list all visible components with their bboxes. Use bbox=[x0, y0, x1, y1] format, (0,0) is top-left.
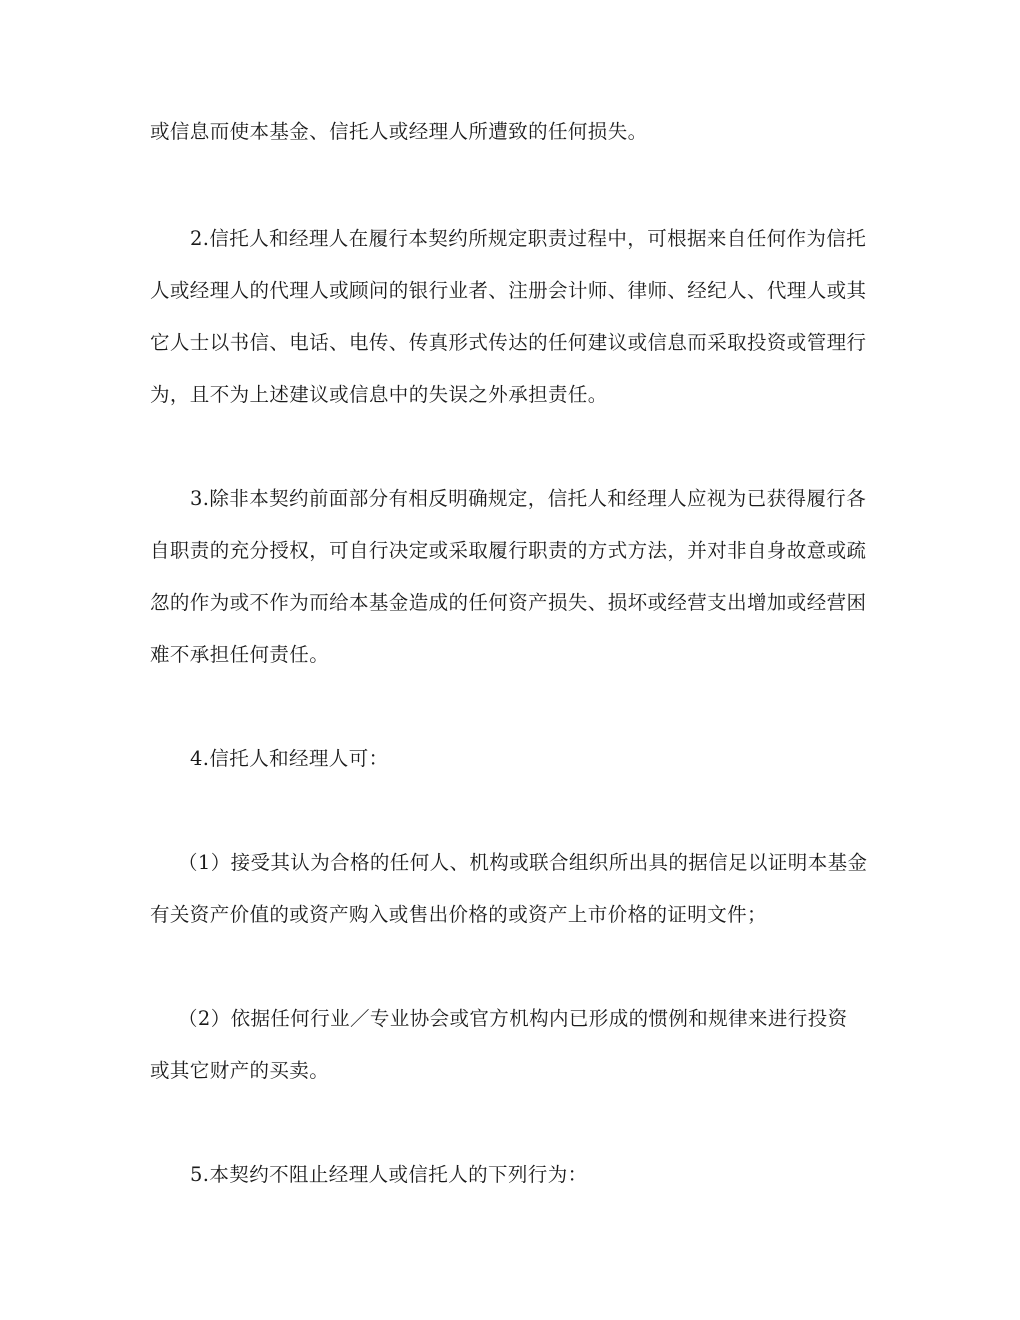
paragraph-4-line-1: 4.信托人和经理人可： bbox=[190, 747, 389, 770]
paragraph-3-line-3: 忽的作为或不作为而给本基金造成的任何资产损失、损坏或经营支出增加或经营困 bbox=[150, 591, 867, 614]
paragraph-1-line-1: 或信息而使本基金、信托人或经理人所遭致的任何损失。 bbox=[150, 120, 648, 143]
paragraph-3-line-1: 3.除非本契约前面部分有相反明确规定，信托人和经理人应视为已获得履行各 bbox=[190, 487, 867, 510]
item-1-line-2: 有关资产价值的或资产购入或售出价格的或资产上市价格的证明文件； bbox=[150, 903, 767, 926]
item-2-line-2: 或其它财产的买卖。 bbox=[150, 1059, 330, 1082]
item-2-line-1: （2）依据任何行业／专业协会或官方机构内已形成的惯例和规律来进行投资 bbox=[178, 1007, 848, 1030]
item-1-line-1: （1）接受其认为合格的任何人、机构或联合组织所出具的据信足以证明本基金 bbox=[178, 851, 868, 874]
paragraph-3-line-4: 难不承担任何责任。 bbox=[150, 643, 330, 666]
paragraph-5-line-1: 5.本契约不阻止经理人或信托人的下列行为： bbox=[190, 1163, 588, 1186]
paragraph-2-line-4: 为，且不为上述建议或信息中的失误之外承担责任。 bbox=[150, 383, 608, 406]
paragraph-3-line-2: 自职责的充分授权，可自行决定或采取履行职责的方式方法，并对非自身故意或疏 bbox=[150, 539, 867, 562]
paragraph-2-line-2: 人或经理人的代理人或顾问的银行业者、注册会计师、律师、经纪人、代理人或其 bbox=[150, 279, 867, 302]
paragraph-2-line-1: 2.信托人和经理人在履行本契约所规定职责过程中，可根据来自任何作为信托 bbox=[190, 227, 867, 250]
paragraph-2-line-3: 它人士以书信、电话、电传、传真形式传达的任何建议或信息而采取投资或管理行 bbox=[150, 331, 867, 354]
